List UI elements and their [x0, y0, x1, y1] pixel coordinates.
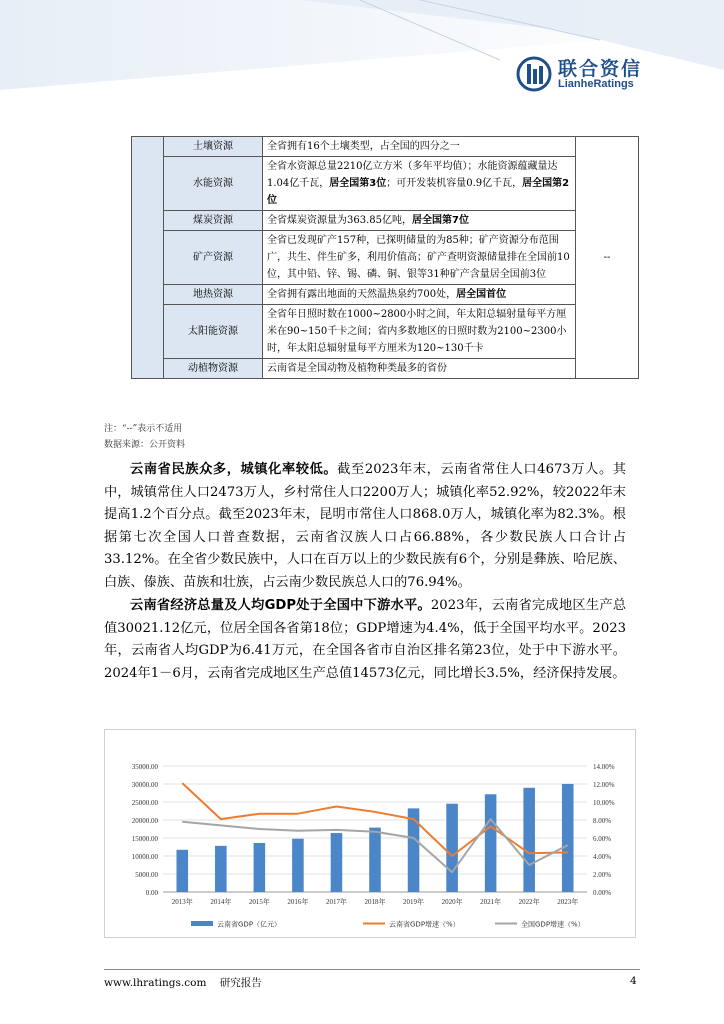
gdp-bar — [331, 833, 343, 892]
gdp-bar — [408, 808, 420, 892]
left-axis-tick: 10000.00 — [131, 853, 158, 861]
gdp-bar — [176, 850, 188, 892]
legend-label: 全国GDP增速（%） — [521, 920, 585, 929]
right-axis-tick: 12.00% — [593, 781, 615, 789]
page-number: 4 — [630, 975, 637, 987]
table-row — [132, 305, 639, 359]
desc-text: 全省煤炭资源量为363.85亿吨， — [267, 215, 412, 226]
right-axis-tick: 4.00% — [593, 853, 612, 861]
table-row — [132, 157, 639, 211]
legend-label: 云南省GDP（亿元） — [217, 920, 282, 929]
resource-name: 煤炭资源 — [164, 211, 263, 231]
table-row — [132, 137, 639, 157]
resource-desc — [263, 305, 576, 359]
left-axis-tick: 20000.00 — [131, 817, 158, 825]
resource-name: 水能资源 — [164, 157, 263, 211]
gdp-bar — [254, 843, 266, 892]
gdp-chart — [104, 729, 636, 938]
footer-divider — [104, 969, 640, 970]
logo-mark-icon — [516, 56, 552, 92]
right-axis-tick: 0.00% — [593, 889, 612, 897]
left-axis-tick: 5000.00 — [135, 871, 158, 879]
x-axis-tick: 2023年 — [557, 898, 579, 906]
x-axis-tick: 2019年 — [403, 898, 425, 906]
left-axis-tick: 30000.00 — [131, 781, 158, 789]
resource-table — [131, 136, 639, 379]
table-na-cell: -- — [576, 137, 639, 379]
resource-desc — [263, 359, 576, 379]
gdp-bar — [485, 794, 497, 892]
gdp-chart-svg — [105, 730, 635, 937]
x-axis-tick: 2015年 — [248, 898, 270, 906]
desc-highlight: 居全国首位 — [456, 289, 507, 300]
x-axis-tick: 2021年 — [480, 898, 502, 906]
paragraph-lead: 云南省经济总量及人均GDP处于全国中下游水平。 — [130, 598, 431, 613]
resource-name: 矿产资源 — [164, 231, 263, 285]
right-axis-tick: 14.00% — [593, 763, 615, 771]
desc-text: 全省拥有露出地面的天然温热泉约700处， — [267, 289, 457, 300]
gdp-bar — [369, 828, 381, 892]
desc-text: 云南省是全国动物及植物种类最多的省份 — [267, 363, 447, 374]
paragraph-economy — [104, 595, 626, 685]
left-axis-tick: 0.00 — [145, 889, 158, 897]
table-row — [132, 359, 639, 379]
paragraph-text: 截至2023年末，云南省常住人口4673万人。其中，城镇常住人口2473万人，乡村常住人口2200万人；城镇化率52.92%，较2022年末提高1.2个百分点。截至2023年末，昆明市常住人口868.0万人，城镇化率为82.3%。根据第七次全国人口普查数据，云南省汉族人口占66.88%，各少数民族人口合计占33.12%。在全省少数民族中，人口在百万以上的少数民族有6个，分别是彝族、哈尼族、白族、傣族、苗族和壮族，占云南少数民族总人口的76.94%。 — [104, 462, 626, 590]
x-axis-tick: 2016年 — [287, 898, 309, 906]
brand-logo — [516, 54, 656, 96]
x-axis-tick: 2013年 — [171, 898, 193, 906]
x-axis-tick: 2020年 — [441, 898, 463, 906]
desc-text: ；可开发装机容量0.9亿千瓦， — [386, 178, 523, 189]
brand-name-cn: 联合资信 — [558, 58, 643, 80]
desc-highlight: 居全国第3位 — [329, 178, 387, 189]
desc-text: 全省年日照时数在1000~2800小时之间，年太阳总辐射量每平方厘米在90~150千卡之间；省内多数地区的日照时数为2100~2300小时，年太阳总辐射量每平方厘米为120~130千卡 — [267, 309, 567, 354]
left-axis-tick: 15000.00 — [131, 835, 158, 843]
x-axis-tick: 2018年 — [364, 898, 386, 906]
table-row — [132, 211, 639, 231]
x-axis-tick: 2014年 — [210, 898, 232, 906]
resource-desc — [263, 157, 576, 211]
footer-left — [104, 975, 262, 990]
left-axis-tick: 25000.00 — [131, 799, 158, 807]
gdp-bar — [292, 839, 304, 892]
gdp-bar — [523, 788, 535, 892]
table-row — [132, 285, 639, 305]
resource-name: 地热资源 — [164, 285, 263, 305]
right-axis-tick: 2.00% — [593, 871, 612, 879]
footer-doc-type: 研究报告 — [219, 977, 262, 989]
legend-swatch — [191, 921, 213, 926]
footer-site[interactable]: www.lhratings.com — [104, 977, 207, 989]
resource-name: 太阳能资源 — [164, 305, 263, 359]
desc-text: 全省已发现矿产157种，已探明储量的为85种；矿产资源分布范围广，共生、伴生矿多，利用价值高；矿产查明资源储量排在全国前10位，其中铅、锌、锡、磷、铜、银等31种矿产含量居全国前3位 — [267, 235, 570, 280]
desc-highlight: 居全国第2位 — [267, 178, 570, 206]
resource-desc — [263, 285, 576, 305]
resource-desc — [263, 211, 576, 231]
desc-text: 全省水资源总量2210亿立方米（多年平均值）；水能资源蕴藏量达1.04亿千瓦， — [267, 161, 558, 189]
table-note: 注：“--”表示不适用 — [104, 424, 183, 434]
table-source: 数据来源：公开资料 — [104, 440, 186, 450]
table-row — [132, 231, 639, 285]
brand-name-en: LianheRatings — [558, 78, 634, 90]
desc-text: 全省拥有16个土壤类型，占全国的四分之一 — [267, 141, 460, 152]
right-axis-tick: 8.00% — [593, 817, 612, 825]
left-axis-tick: 35000.00 — [131, 763, 158, 771]
gdp-bar — [562, 784, 574, 892]
table-blank-cell — [132, 137, 164, 379]
gdp-bar — [215, 846, 227, 892]
paragraph-lead: 云南省民族众多，城镇化率较低。 — [130, 462, 338, 477]
resource-desc — [263, 137, 576, 157]
resource-name: 动植物资源 — [164, 359, 263, 379]
resource-name: 土壤资源 — [164, 137, 263, 157]
gdp-bar — [446, 804, 458, 892]
legend-label: 云南省GDP增速（%） — [389, 920, 460, 929]
x-axis-tick: 2022年 — [518, 898, 540, 906]
paragraph-text: 2023年，云南省完成地区生产总值30021.12亿元，位居全国各省第18位；GDP增速为4.4%，低于全国平均水平。2023年，云南省人均GDP为6.41万元，在全国各省市自治区排名第23位，处于中下游水平。2024年1－6月，云南省完成地区生产总值14573亿元，同比增长3.5%，经济保持发展。 — [104, 598, 627, 681]
desc-highlight: 居全国第7位 — [412, 215, 469, 226]
resource-desc — [263, 231, 576, 285]
paragraph-population — [104, 459, 626, 594]
right-axis-tick: 6.00% — [593, 835, 612, 843]
right-axis-tick: 10.00% — [593, 799, 615, 807]
x-axis-tick: 2017年 — [325, 898, 347, 906]
